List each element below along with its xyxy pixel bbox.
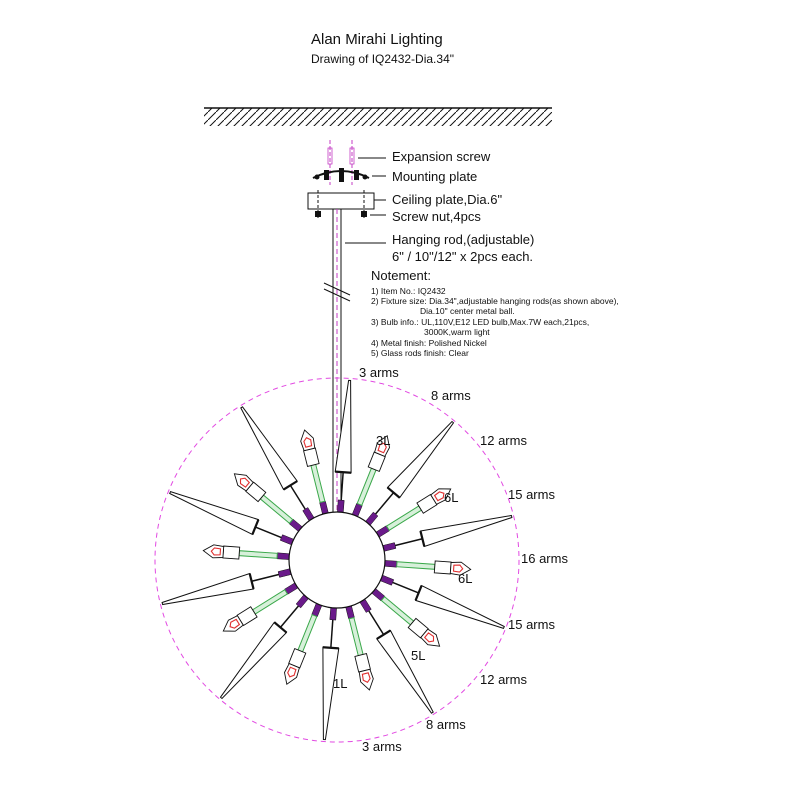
mounting-plate (313, 168, 369, 182)
arm-rod (280, 606, 298, 627)
light-count-3l: 3L (376, 433, 391, 448)
glass-spike (162, 574, 253, 605)
arm-glass-rod (357, 468, 376, 505)
label-expansion-screw: Expansion screw (392, 149, 491, 164)
bulb-socket (434, 561, 451, 574)
label-hanging-rod-sizes: 6" / 10"/12" x 2pcs each. (392, 249, 534, 264)
arm-glass-rod (381, 597, 413, 625)
drawing-subtitle: Drawing of IQ2432-Dia.34" (311, 52, 454, 66)
bulb-socket (223, 546, 240, 559)
note-item-3-cont: 3000K,warm light (424, 327, 490, 337)
arm-connector (278, 569, 291, 578)
note-item-2-cont: Dia.10" center metal ball. (420, 306, 515, 316)
notes-heading: Notement: (371, 268, 431, 283)
arm-count-bot-8: 8 arms (426, 717, 466, 732)
glass-spike (421, 516, 512, 547)
label-ceiling-plate: Ceiling plate,Dia.6" (392, 192, 503, 207)
glass-spike (416, 586, 505, 629)
glass-spike (335, 380, 351, 472)
arm-connector (337, 500, 344, 512)
arm-rod (395, 539, 422, 546)
arm-rod (393, 582, 419, 592)
bulb (301, 430, 315, 451)
arm-glass-rod (349, 618, 363, 656)
arm-connector (277, 553, 289, 560)
light-count-1l: 1L (333, 676, 348, 691)
arm-glass-rod (387, 506, 422, 530)
glass-spike (377, 630, 433, 713)
arm-rod (255, 527, 281, 537)
light-count-5l: 5L (411, 648, 426, 663)
glass-spike (221, 622, 287, 698)
arm-connector (346, 606, 355, 619)
label-hanging-rod: Hanging rod,(adjustable) (392, 232, 535, 247)
glass-spike (241, 407, 297, 490)
glass-spike (170, 492, 259, 535)
spike-cap (323, 647, 339, 648)
light-count-6l-lower: 6L (458, 571, 473, 586)
glass-spike (388, 422, 454, 498)
arm-count-bot-15: 15 arms (508, 617, 555, 632)
arm-glass-rod (260, 495, 292, 523)
arm-rod (252, 575, 279, 582)
arm-glass-rod (397, 562, 435, 570)
note-item-5: 5) Glass rods finish: Clear (371, 348, 469, 358)
arm-count-top-12: 12 arms (480, 433, 527, 448)
arm-connector (383, 543, 396, 552)
arm-rod (331, 620, 333, 648)
screw-nut-left (315, 211, 321, 217)
arm-connector (385, 560, 397, 567)
arm-glass-rod (311, 464, 325, 502)
arm-rod (376, 493, 394, 514)
note-item-1: 1) Item No.: IQ2432 (371, 286, 446, 296)
arm-glass-rod (253, 590, 288, 614)
screw-nut-right (361, 211, 367, 217)
arm-glass-rod (298, 615, 317, 652)
bulb (285, 664, 300, 685)
note-item-2: 2) Fixture size: Dia.34",adjustable hanging rods(as shown above), (371, 296, 619, 306)
arm-glass-rod (239, 551, 277, 559)
arm-count-top-3: 3 arms (359, 365, 399, 380)
arm-connector (320, 501, 329, 514)
center-metal-ball (289, 512, 385, 608)
arm-count-top-8: 8 arms (431, 388, 471, 403)
arm-count-mid-16: 16 arms (521, 551, 568, 566)
bulb (359, 669, 373, 690)
arm-count-top-15: 15 arms (508, 487, 555, 502)
note-item-3: 3) Bulb info.: UL,110V,E12 LED bulb,Max.7W each,21pcs, (371, 317, 590, 327)
arm-rod (290, 485, 305, 509)
glass-spike (323, 647, 339, 739)
arm-connector (330, 608, 337, 620)
arm-count-bot-3: 3 arms (362, 739, 402, 754)
spike-cap (335, 472, 351, 473)
arm-count-bot-12: 12 arms (480, 672, 527, 687)
note-item-4: 4) Metal finish: Polished Nickel (371, 338, 487, 348)
light-count-6l-upper: 6L (444, 490, 459, 505)
arm-rod (369, 611, 384, 635)
ceiling-hatch (204, 108, 552, 126)
label-screw-nut: Screw nut,4pcs (392, 209, 481, 224)
page-title: Alan Mirahi Lighting (311, 31, 443, 48)
label-mounting-plate: Mounting plate (392, 169, 478, 184)
